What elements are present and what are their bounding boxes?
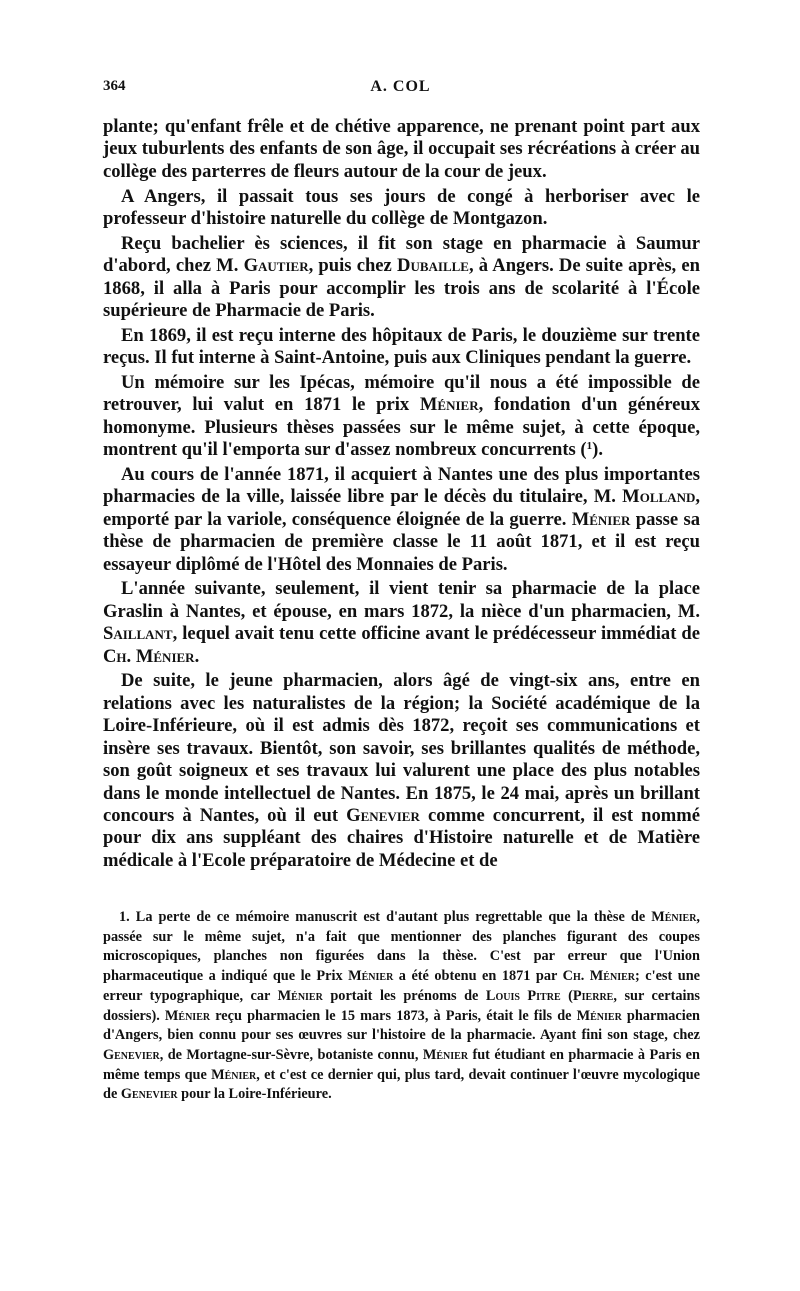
text-span: Reçu bachelier ès sciences, il fit son stage en pharmacie à Saumur d'abord, chez M. [103, 232, 700, 277]
person-name: Ménier [211, 1066, 257, 1083]
paragraph-7 [103, 578, 700, 668]
text-span: comme concurrent, il est nommé pour dix ans suppléant des chaires d'Histoire naturelle et de Matière médicale à l'Ecole préparatoire de Médecine et de [103, 804, 700, 871]
text-span: pour la Loire-Inférieure. [177, 1086, 332, 1103]
person-name: Ménier [422, 1046, 469, 1063]
text-span: , sur certains dossiers). [103, 987, 700, 1024]
text-span: , emporté par la variole, conséquence éloignée de la guerre. [103, 486, 700, 530]
person-name: Ménier [277, 987, 323, 1004]
text-span: , lequel avait tenu cette officine avant le prédécesseur immédiat de [172, 623, 700, 645]
person-name: Ménier [651, 909, 697, 925]
person-name: Genevier [346, 804, 420, 826]
person-name: Genevier [103, 1046, 160, 1063]
text-span: L'année suivante, seulement, il vient tenir sa pharmacie de la place Graslin à Nantes, et épouse, en mars 1872, la nièce d'un pharmacien, M. [103, 578, 700, 622]
text-span: , et c'est ce dernier qui, plus tard, devait continuer l'œuvre mycologique de [103, 1066, 700, 1103]
text-span: , passée sur le même sujet, n'a fait que mentionner des planches figurant des coupes microscopiques, planches non figurées dans la thèse. C'est par erreur que l'Union pharmaceutique a indiqué que le Prix [103, 909, 700, 985]
paragraph-5 [103, 372, 700, 462]
text-span: passe sa thèse de pharmacien de première classe le 11 août 1871, et il est reçu essayeur diplômé de l'Hôtel des Monnaies de Paris. [103, 508, 700, 575]
text-span: ; c'est une erreur typographique, car [103, 968, 700, 1004]
footnote-ref: 1 [586, 440, 593, 453]
text-span: fut étudiant en pharmacie à Paris en même temps que [103, 1046, 700, 1083]
person-name: Genevier [120, 1086, 178, 1103]
paragraph-3 [103, 233, 700, 323]
person-name: Ménier [576, 1007, 622, 1024]
paragraph-4: En 1869, il est reçu interne des hôpitaux de Paris, le douzième sur trente reçus. Il fut interne à Saint-Antoine, puis aux Cliniques pendant la guerre. [103, 324, 700, 369]
text-span: portait les prénoms de [322, 987, 486, 1004]
running-head [103, 78, 698, 104]
paragraph-6 [103, 464, 700, 576]
text-span: ( [560, 987, 573, 1004]
paragraph-2: A Angers, il passait tous ses jours de congé à herboriser avec le professeur d'histoire naturelle du collège de Montgazon. [103, 185, 700, 230]
paragraph-1: plante; qu'enfant frêle et de chétive apparence, ne prenant point part aux jeux tuburlents des enfants de son âge, il occupait ses récréations à créer au collège des parterres de fleurs autour de la cour de jeux. [103, 116, 700, 182]
person-name: Saillant [103, 623, 173, 645]
footnote-text [103, 908, 700, 1105]
main-text [103, 116, 700, 875]
text-span: , puis chez [308, 255, 398, 277]
text-span: De suite, le jeune pharmacien, alors âgé de vingt-six ans, entre en relations avec les naturalistes de la région; la Société académique de la Loire-Inférieure, où il est admis dès 1872, reçoit ses communications et insère ses travaux. Bientôt, son savoir, ses brillantes qualités de méthode, son goût soigneux et ses travaux lui valurent une place des plus notables dans le monde intellectuel de Nantes. En 1875, le 24 mai, après un brillant concours à Nantes, où il eut [103, 670, 700, 826]
person-name: Ch. Ménier [103, 645, 195, 667]
text-span: 1. La perte de ce mémoire manuscrit est d'autant plus regrettable que la thèse de [119, 909, 652, 925]
text-span: a été obtenu en 1871 par [393, 968, 563, 985]
person-name: Ch. Ménier [562, 968, 635, 985]
person-name: Molland [622, 486, 696, 508]
paragraph-8 [103, 670, 700, 872]
person-name: Ménier [419, 394, 479, 416]
page-number: 364 [103, 78, 126, 94]
text-span: , à Angers. De suite après, en 1868, il alla à Paris pour accomplir les trois ans de scolarité à l'École supérieure de Pharmacie de Paris. [103, 255, 700, 322]
person-name: Gautier [243, 255, 309, 277]
person-name: Ménier [348, 968, 394, 985]
person-name: Ménier [571, 508, 631, 530]
text-span: ). [592, 439, 603, 461]
text-span: , de Mortagne-sur-Sèvre, botaniste connu, [159, 1046, 423, 1063]
text-span: , fondation d'un généreux homonyme. Plusieurs thèses passées sur le même sujet, à cette époque, montrent qu'il l'emporta sur d'assez nombreux concurrents ( [103, 394, 700, 461]
text-span: pharmacien d'Angers, bien connu pour ses œuvres sur l'histoire de la pharmacie. Ayant fini son stage, chez [103, 1007, 700, 1044]
footnote [103, 908, 700, 1105]
person-name: Louis Pitre [485, 987, 561, 1004]
person-name: Pierre [572, 987, 614, 1004]
text-span: . [194, 645, 200, 667]
text-span: Au cours de l'année 1871, il acquiert à Nantes une des plus importantes pharmacies de la ville, laissée libre par le décès du titulaire, M. [103, 464, 700, 508]
person-name: Dubaille [397, 255, 469, 277]
text-span: Un mémoire sur les Ipécas, mémoire qu'il nous a été impossible de retrouver, lui valut en 1871 le prix [103, 372, 700, 416]
running-title: A. COL [370, 78, 431, 95]
person-name: Ménier [164, 1007, 211, 1024]
text-span: reçu pharmacien le 15 mars 1873, à Paris, était le fils de [210, 1007, 577, 1024]
